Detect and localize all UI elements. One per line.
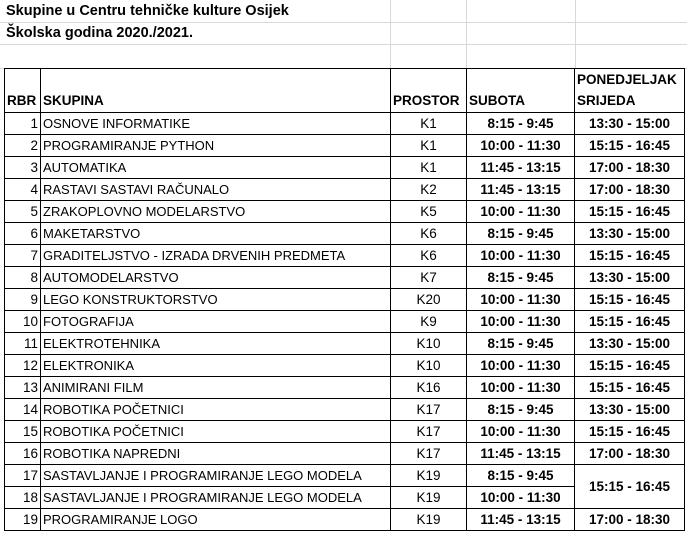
row-number: 5 <box>5 201 41 223</box>
group-name: MAKETARSTVO <box>41 223 391 245</box>
group-name: ELEKTRONIKA <box>41 355 391 377</box>
schedule-table <box>4 68 685 531</box>
room: K6 <box>391 223 467 245</box>
group-name: ZRAKOPLOVNO MODELARSTVO <box>41 201 391 223</box>
monday-wednesday-time: 17:00 - 18:30 <box>575 443 685 465</box>
group-name: ANIMIRANI FILM <box>41 377 391 399</box>
row-number: 6 <box>5 223 41 245</box>
room: K1 <box>391 135 467 157</box>
saturday-time: 10:00 - 11:30 <box>467 311 575 333</box>
row-number: 3 <box>5 157 41 179</box>
saturday-time: 10:00 - 11:30 <box>467 289 575 311</box>
saturday-time: 10:00 - 11:30 <box>467 135 575 157</box>
group-name: PROGRAMIRANJE PYTHON <box>41 135 391 157</box>
saturday-time: 11:45 - 13:15 <box>467 179 575 201</box>
table-row <box>5 443 685 465</box>
monday-wednesday-time: 13:30 - 15:00 <box>575 399 685 421</box>
monday-wednesday-time: 15:15 - 16:45 <box>575 245 685 267</box>
monday-wednesday-time: 15:15 - 16:45 <box>575 201 685 223</box>
group-name: ELEKTROTEHNIKA <box>41 333 391 355</box>
room: K7 <box>391 267 467 289</box>
table-row <box>5 421 685 443</box>
saturday-time: 8:15 - 9:45 <box>467 223 575 245</box>
room: K16 <box>391 377 467 399</box>
group-name: ROBOTIKA POČETNICI <box>41 399 391 421</box>
group-name: AUTOMODELARSTVO <box>41 267 391 289</box>
saturday-time: 11:45 - 13:15 <box>467 443 575 465</box>
saturday-time: 11:45 - 13:15 <box>467 509 575 531</box>
header-subota: SUBOTA <box>467 69 575 113</box>
room: K17 <box>391 443 467 465</box>
row-number: 13 <box>5 377 41 399</box>
saturday-time: 10:00 - 11:30 <box>467 201 575 223</box>
row-number: 11 <box>5 333 41 355</box>
title-area <box>0 0 687 68</box>
table-row <box>5 135 685 157</box>
table-row <box>5 377 685 399</box>
table-row <box>5 311 685 333</box>
group-name: ROBOTIKA POČETNICI <box>41 421 391 443</box>
monday-wednesday-time: 17:00 - 18:30 <box>575 179 685 201</box>
row-number: 1 <box>5 113 41 135</box>
saturday-time: 8:15 - 9:45 <box>467 267 575 289</box>
row-number: 8 <box>5 267 41 289</box>
row-number: 19 <box>5 509 41 531</box>
page-title: Skupine u Centru tehničke kulture Osijek <box>6 3 289 19</box>
monday-wednesday-time: 13:30 - 15:00 <box>575 267 685 289</box>
monday-wednesday-time: 17:00 - 18:30 <box>575 509 685 531</box>
header-row <box>5 69 685 113</box>
row-number: 16 <box>5 443 41 465</box>
school-year: Školska godina 2020./2021. <box>6 25 193 41</box>
table-row <box>5 509 685 531</box>
saturday-time: 10:00 - 11:30 <box>467 355 575 377</box>
row-number: 18 <box>5 487 41 509</box>
room: K6 <box>391 245 467 267</box>
monday-wednesday-time: 15:15 - 16:45 <box>575 311 685 333</box>
table-row <box>5 157 685 179</box>
row-number: 12 <box>5 355 41 377</box>
row-number: 15 <box>5 421 41 443</box>
table-row <box>5 113 685 135</box>
room: K9 <box>391 311 467 333</box>
table-row <box>5 333 685 355</box>
group-name: SASTAVLJANJE I PROGRAMIRANJE LEGO MODELA <box>41 465 391 487</box>
room: K20 <box>391 289 467 311</box>
group-name: PROGRAMIRANJE LOGO <box>41 509 391 531</box>
table-row <box>5 399 685 421</box>
saturday-time: 10:00 - 11:30 <box>467 421 575 443</box>
header-ponedjeljak: PONEDJELJAK <box>577 72 677 87</box>
room: K1 <box>391 157 467 179</box>
monday-wednesday-time: 15:15 - 16:45 <box>575 465 685 509</box>
row-number: 17 <box>5 465 41 487</box>
monday-wednesday-time: 15:15 - 16:45 <box>575 355 685 377</box>
table-row <box>5 267 685 289</box>
table-row <box>5 223 685 245</box>
table-row <box>5 179 685 201</box>
grid-line <box>390 0 391 68</box>
saturday-time: 10:00 - 11:30 <box>467 377 575 399</box>
header-ponedjeljak-srijeda <box>575 69 685 113</box>
monday-wednesday-time: 15:15 - 16:45 <box>575 421 685 443</box>
monday-wednesday-time: 13:30 - 15:00 <box>575 223 685 245</box>
row-number: 9 <box>5 289 41 311</box>
group-name: SASTAVLJANJE I PROGRAMIRANJE LEGO MODELA <box>41 487 391 509</box>
row-number: 10 <box>5 311 41 333</box>
room: K17 <box>391 421 467 443</box>
room: K2 <box>391 179 467 201</box>
saturday-time: 11:45 - 13:15 <box>467 157 575 179</box>
grid-line <box>575 0 576 68</box>
room: K10 <box>391 333 467 355</box>
grid-row <box>0 44 687 69</box>
table-row <box>5 289 685 311</box>
saturday-time: 8:15 - 9:45 <box>467 465 575 487</box>
header-skupina: SKUPINA <box>41 69 391 113</box>
saturday-time: 8:15 - 9:45 <box>467 113 575 135</box>
group-name: OSNOVE INFORMATIKE <box>41 113 391 135</box>
room: K19 <box>391 509 467 531</box>
group-name: RASTAVI SASTAVI RAČUNALO <box>41 179 391 201</box>
table-row <box>5 245 685 267</box>
monday-wednesday-time: 15:15 - 16:45 <box>575 377 685 399</box>
table-row <box>5 201 685 223</box>
row-number: 4 <box>5 179 41 201</box>
grid-line <box>466 0 467 68</box>
monday-wednesday-time: 15:15 - 16:45 <box>575 289 685 311</box>
row-number: 7 <box>5 245 41 267</box>
monday-wednesday-time: 13:30 - 15:00 <box>575 113 685 135</box>
room: K10 <box>391 355 467 377</box>
group-name: AUTOMATIKA <box>41 157 391 179</box>
monday-wednesday-time: 15:15 - 16:45 <box>575 135 685 157</box>
room: K17 <box>391 399 467 421</box>
monday-wednesday-time: 13:30 - 15:00 <box>575 333 685 355</box>
row-number: 14 <box>5 399 41 421</box>
group-name: LEGO KONSTRUKTORSTVO <box>41 289 391 311</box>
room: K19 <box>391 487 467 509</box>
header-srijeda: SRIJEDA <box>577 93 636 108</box>
group-name: GRADITELJSTVO - IZRADA DRVENIH PREDMETA <box>41 245 391 267</box>
room: K5 <box>391 201 467 223</box>
header-prostor: PROSTOR <box>391 69 467 113</box>
header-rbr: RBR <box>5 69 41 113</box>
monday-wednesday-time: 17:00 - 18:30 <box>575 157 685 179</box>
group-name: ROBOTIKA NAPREDNI <box>41 443 391 465</box>
row-number: 2 <box>5 135 41 157</box>
saturday-time: 10:00 - 11:30 <box>467 245 575 267</box>
table-row <box>5 355 685 377</box>
table-row <box>5 465 685 487</box>
room: K19 <box>391 465 467 487</box>
saturday-time: 8:15 - 9:45 <box>467 333 575 355</box>
saturday-time: 10:00 - 11:30 <box>467 487 575 509</box>
saturday-time: 8:15 - 9:45 <box>467 399 575 421</box>
room: K1 <box>391 113 467 135</box>
group-name: FOTOGRAFIJA <box>41 311 391 333</box>
